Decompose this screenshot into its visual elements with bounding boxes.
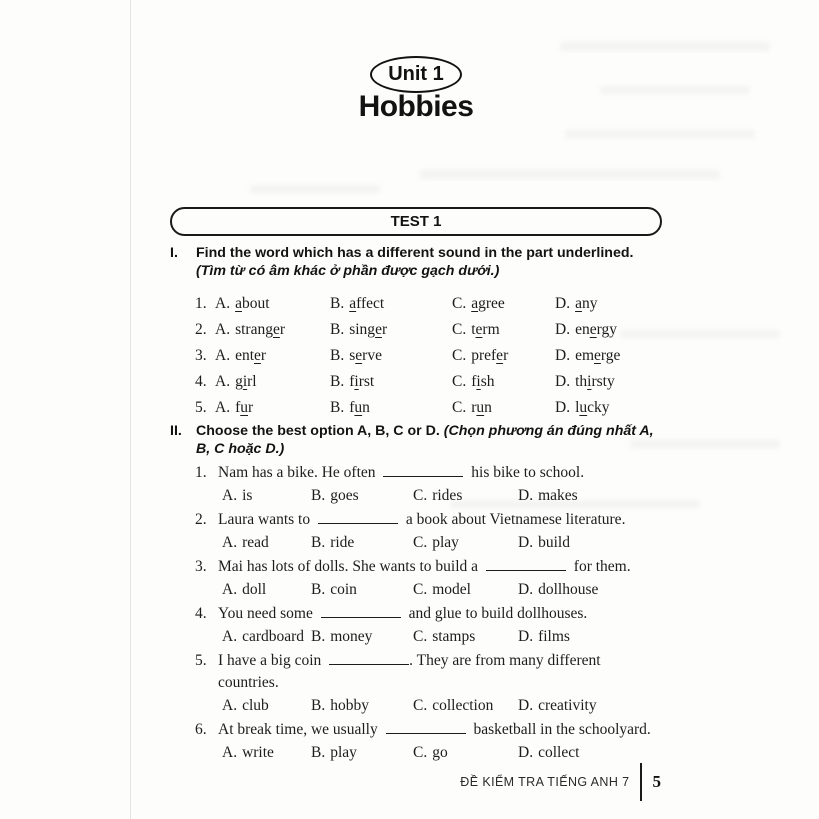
- option-b: B. ride: [311, 534, 355, 551]
- sentence-text: I have a big coin . They are from many different countries.: [218, 652, 601, 691]
- option-b: B. fun: [330, 399, 370, 416]
- scan-page-edge: [130, 0, 131, 819]
- question-number: 1.: [195, 464, 207, 481]
- option-b: B. hobby: [311, 697, 369, 714]
- option-b: B. serve: [330, 347, 382, 364]
- test-label: TEST 1: [390, 213, 442, 230]
- unit-label: Unit 1: [388, 63, 444, 85]
- option-a: A. girl: [215, 373, 257, 390]
- option-b: B. singer: [330, 321, 388, 338]
- scan-bleed-artifact: [560, 42, 770, 51]
- option-d: D. energy: [555, 321, 617, 338]
- mcq-options: [170, 743, 662, 763]
- option-d: D. lucky: [555, 399, 610, 416]
- question-number: 5.: [195, 399, 207, 416]
- option-c: C. run: [452, 399, 492, 416]
- mcq-sentence: [170, 650, 662, 694]
- phonics-question-row: [170, 343, 662, 369]
- section-2-questions: [170, 462, 662, 766]
- mcq-sentence: [170, 509, 662, 531]
- option-a: A. fur: [215, 399, 254, 416]
- option-a: A. stranger: [215, 321, 286, 338]
- option-a: A. is: [222, 487, 253, 504]
- option-d: D. makes: [518, 487, 578, 504]
- option-d: D. emerge: [555, 347, 621, 364]
- scan-bleed-artifact: [250, 185, 380, 193]
- option-c: C. collection: [413, 697, 494, 714]
- footer-divider: [640, 763, 642, 801]
- sentence-text: Laura wants to a book about Vietnamese literature.: [218, 511, 626, 528]
- sentence-text: At break time, we usually basketball in the schoolyard.: [218, 721, 651, 738]
- mcq-question: [170, 719, 662, 763]
- fill-blank: [383, 463, 463, 477]
- fill-blank: [386, 720, 466, 734]
- mcq-options: [170, 627, 662, 647]
- mcq-options: [170, 696, 662, 716]
- option-c: C. agree: [452, 295, 505, 312]
- question-number: 4.: [195, 373, 207, 390]
- option-c: C. fish: [452, 373, 495, 390]
- section-1-questions: [170, 291, 662, 421]
- option-b: B. play: [311, 744, 357, 761]
- mcq-question: [170, 509, 662, 553]
- option-c: C. term: [452, 321, 500, 338]
- section-2-title: [196, 423, 664, 458]
- option-a: A. cardboard: [222, 628, 305, 645]
- fill-blank: [329, 651, 409, 665]
- fill-blank: [486, 557, 566, 571]
- option-c: C. play: [413, 534, 459, 551]
- section-1-title-vi: (Tìm từ có âm khác ở phần được gạch dưới.): [196, 262, 500, 279]
- option-d: D. any: [555, 295, 598, 312]
- unit-title: Hobbies: [358, 90, 474, 123]
- question-number: 5.: [195, 652, 207, 669]
- option-c: C. stamps: [413, 628, 476, 645]
- page-number: 5: [652, 772, 661, 791]
- question-number: 3.: [195, 347, 207, 364]
- mcq-sentence: [170, 719, 662, 741]
- test-title-box: [170, 207, 662, 236]
- phonics-question-row: [170, 291, 662, 317]
- section-2-heading: [170, 423, 664, 458]
- option-a: A. write: [222, 744, 274, 761]
- section-2-title-vi: (Chọn phương án đúng nhất A, B, C hoặc D.): [196, 423, 654, 457]
- scan-bleed-artifact: [420, 170, 720, 179]
- option-b: B. coin: [311, 581, 357, 598]
- option-c: C. model: [413, 581, 471, 598]
- section-1-title: [196, 245, 664, 280]
- option-c: C. rides: [413, 487, 463, 504]
- option-b: B. affect: [330, 295, 385, 312]
- mcq-question: [170, 556, 662, 600]
- mcq-question: [170, 462, 662, 506]
- option-a: A. about: [215, 295, 270, 312]
- sentence-text: Mai has lots of dolls. She wants to build a for them.: [218, 558, 631, 575]
- question-number: 4.: [195, 605, 207, 622]
- section-2-numeral: II.: [170, 423, 182, 439]
- question-number: 1.: [195, 295, 207, 312]
- question-number: 2.: [195, 321, 207, 338]
- mcq-sentence: [170, 603, 662, 625]
- phonics-question-row: [170, 317, 662, 343]
- option-d: D. creativity: [518, 697, 597, 714]
- mcq-options: [170, 580, 662, 600]
- sentence-text: You need some and glue to build dollhouses.: [218, 605, 588, 622]
- option-d: D. films: [518, 628, 570, 645]
- option-a: A. doll: [222, 581, 267, 598]
- question-number: 3.: [195, 558, 207, 575]
- mcq-question: [170, 650, 662, 716]
- option-c: C. go: [413, 744, 448, 761]
- question-number: 6.: [195, 721, 207, 738]
- section-1-numeral: I.: [170, 245, 178, 261]
- option-d: D. dollhouse: [518, 581, 599, 598]
- section-1-title-en: Find the word which has a different sound in the part underlined.: [196, 245, 634, 261]
- option-d: D. build: [518, 534, 570, 551]
- mcq-question: [170, 603, 662, 647]
- phonics-question-row: [170, 369, 662, 395]
- question-number: 2.: [195, 511, 207, 528]
- unit-oval: [370, 56, 462, 93]
- mcq-sentence: [170, 462, 662, 484]
- option-b: B. goes: [311, 487, 359, 504]
- option-d: D. collect: [518, 744, 580, 761]
- page-footer: [0, 762, 661, 802]
- option-c: C. prefer: [452, 347, 509, 364]
- option-a: A. enter: [215, 347, 267, 364]
- section-2-title-en: Choose the best option A, B, C or D.: [196, 423, 444, 439]
- mcq-sentence: [170, 556, 662, 578]
- option-b: B. first: [330, 373, 375, 390]
- mcq-options: [170, 533, 662, 553]
- option-a: A. read: [222, 534, 269, 551]
- scan-bleed-artifact: [565, 130, 755, 138]
- option-a: A. club: [222, 697, 269, 714]
- phonics-question-row: [170, 395, 662, 421]
- fill-blank: [321, 604, 401, 618]
- book-title: ĐỀ KIỂM TRA TIẾNG ANH 7: [460, 775, 630, 789]
- option-b: B. money: [311, 628, 373, 645]
- sentence-text: Nam has a bike. He often his bike to school.: [218, 464, 585, 481]
- mcq-options: [170, 486, 662, 506]
- fill-blank: [318, 510, 398, 524]
- unit-badge: [170, 56, 662, 93]
- option-d: D. thirsty: [555, 373, 615, 390]
- section-1-heading: [170, 245, 664, 280]
